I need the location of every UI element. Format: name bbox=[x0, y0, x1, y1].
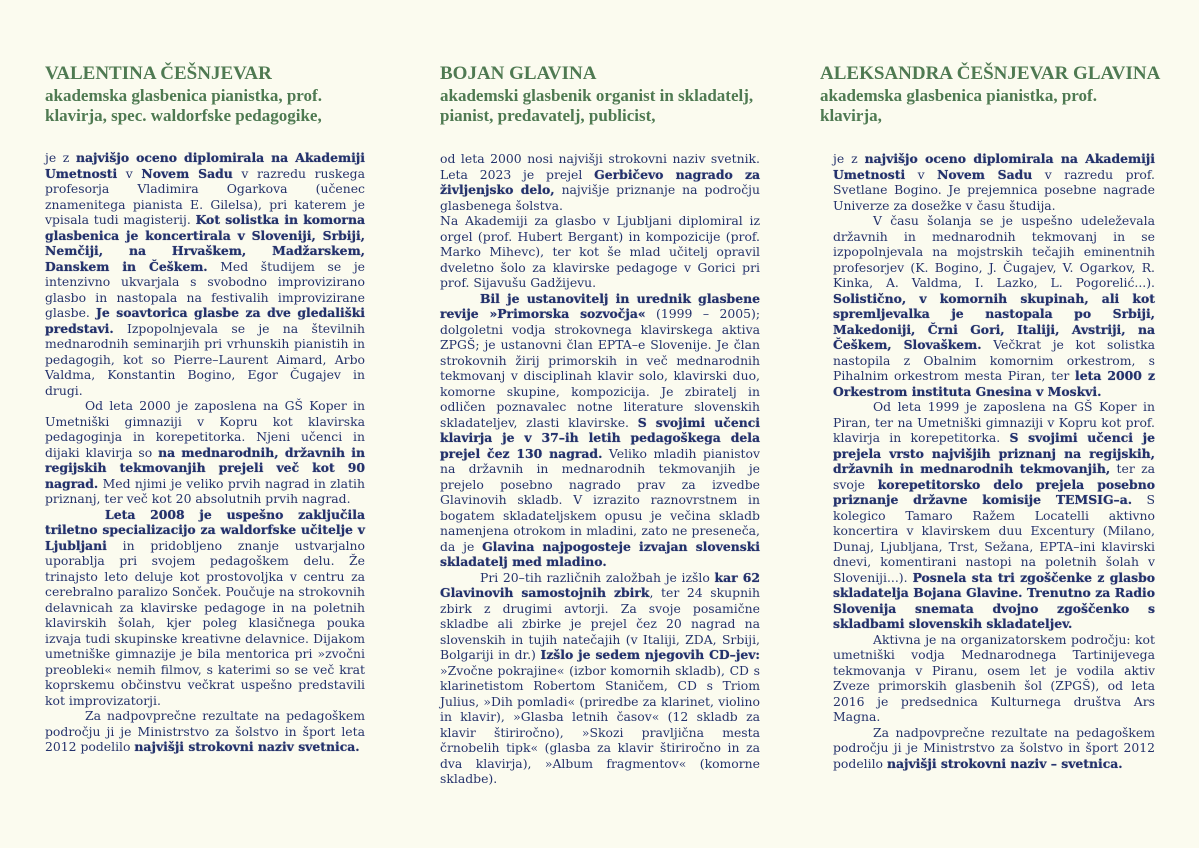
biography-aleksandra bbox=[833, 151, 1155, 771]
bold-text-run: najvišji strokovni naziv svetnica. bbox=[134, 739, 360, 754]
bold-text-run: S svojimi učenci klavirja je v 37–ih letih pedagoškega dela prejel čez 130 nagrad. bbox=[440, 414, 760, 461]
text-run: ter za svoje bbox=[833, 461, 1156, 492]
column-header-aleksandra bbox=[820, 62, 1161, 126]
person-name: ALEKSANDRA ČEŠNJEVAR GLAVINA bbox=[820, 63, 1161, 84]
text-run: Aktivna je na organizatorskem področju: kot umetniški vodja Mednarodnega Tartinijevega tekmovanja v Piranu, osem let je vodila aktiv Zveze primorskih glasbenih šol (ZPGŠ), od leta 2016 je predsednica Kulturnega društva Ars Magna. bbox=[833, 631, 1155, 724]
text-run: je z bbox=[833, 151, 865, 166]
bio-paragraph bbox=[45, 507, 365, 709]
text-run: v razredu ruskega profesorja Vladimira Ogarkova (učenec znamenitega pianista E. Gilelsa), pri katerem je vpisala tudi magisterij. bbox=[45, 165, 365, 227]
bold-text-run: Novem Sadu bbox=[937, 166, 1033, 182]
text-run: , ter 24 skupnih zbirk z drugimi avtorji. Za svoje posamične skladbe ali zbirke je prejel čez 20 nagrad na slovenskih in tujih natečajih (v Italiji, ZDA, Srbiji, Bolgariji in dr.) bbox=[440, 585, 760, 662]
bold-text-run: Posnela sta tri zgoščenke z glasbo skladatelja Bojana Glavine. Trenutno za Radio Slovenija snemata dvojno zgoščenko s skladbami slovenskih skladateljev. bbox=[833, 569, 1155, 631]
bio-paragraph bbox=[45, 150, 365, 398]
text-run: v bbox=[117, 165, 142, 181]
person-title: akademska glasbenica pianistka, prof. klavirja, spec. waldorfske pedagogike, bbox=[45, 86, 322, 125]
text-run: je z bbox=[45, 150, 76, 165]
bio-paragraph bbox=[833, 213, 1155, 399]
bold-text-run: Je soavtorica glasbe za dve gledališki predstavi. bbox=[45, 305, 365, 336]
bio-paragraph bbox=[440, 151, 760, 213]
text-run: Med njimi je veliko prvih nagrad in zlatih priznanj, ter več kot 20 absolutnih prvih nagrad. bbox=[45, 475, 365, 506]
bold-text-run: Novem Sadu bbox=[141, 165, 233, 181]
text-run: in pridobljeno znanje ustvarjalno uporablja pri svojem pedagoškem delu. Že trinajsto leto deluje kot prostovoljka v centru za cerebralno paralizo Sonček. Poučuje na strokovnih delavnicah za klavirske pedagoge in na poletnih klavirskih šolah, kjer poleg klasičnega pouka izvaja tudi skupinske kreativne delavnice. Dijakom umetniške gimnazije je bila mentorica pri »zvočni preobleki« nemih filmov, s katerimi so se več krat koprskemu občinstvu večkrat uspešno predstavili kot improvizatorji. bbox=[45, 537, 365, 708]
text-run: V času šolanja se je uspešno udeleževala državnih in mednarodnih tekmovanj in se izpopolnjevala na mojstrskih tečajih eminentnih profesorjev (K. Bogino, J. Čugajev, V. Ogarkov, R. Kinka, A. Valdma, I. Lazko, L. Pogorelić...). bbox=[833, 213, 1155, 290]
bio-paragraph bbox=[440, 291, 760, 570]
text-run: S kolegico Tamaro Ražem Locatelli aktivno koncertira v klavirskem duu Excentury (Milano, Dunaj, Ljubljana, Trst, Sežana, EPTA–ini klavirski dnevi, komentirani nastopi na poletnih šolah v Sloveniji...). bbox=[833, 492, 1155, 585]
biography-valentina bbox=[45, 150, 365, 755]
text-run: Večkrat je kot solistka nastopila z Obalnim komornim orkestrom, s Pihalnim orkestrom mesta Piran, ter bbox=[833, 337, 1155, 383]
bio-paragraph bbox=[833, 632, 1155, 725]
bold-text-run: najvišjo oceno diplomirala na Akademiji Umetnosti bbox=[45, 150, 365, 181]
bio-paragraph bbox=[45, 398, 365, 507]
column-header-valentina bbox=[45, 62, 365, 126]
bold-text-run: Glavina najpogosteje izvajan slovenski skladatelj med mladino. bbox=[440, 538, 760, 569]
bio-paragraph bbox=[833, 399, 1155, 632]
bold-text-run: na mednarodnih, državnih in regijskih tekmovanjih prejeli več kot 90 nagrad. bbox=[45, 444, 365, 491]
bold-text-run: Kot solistka in komorna glasbenica je koncertirala v Sloveniji, Srbiji, Nemčiji, na Hrvaškem, Madžarskem, Danskem in Češkem. bbox=[45, 212, 365, 274]
bold-text-run: Solistično, v komornih skupinah, ali kot spremljevalka je nastopala po Srbiji, Makedoniji, Črni Gori, Italiji, Avstriji, na Češkem, Slovaškem. bbox=[833, 290, 1155, 352]
text-run: Za nadpovprečne rezultate na pedagoškem področju ji je Ministrstvo za šolstvo in šport 2012 podelilo bbox=[833, 724, 1155, 771]
bio-paragraph bbox=[440, 570, 760, 787]
bold-text-run: kar 62 Glavinovih samostojnih zbirk bbox=[440, 569, 760, 600]
bold-text-run: najvišji strokovni naziv – svetnica. bbox=[886, 755, 1123, 771]
text-run: Na Akademiji za glasbo v Ljubljani diplomiral iz orgel (prof. Hubert Bergant) in kompozicije (prof. Marko Mihevc), ter kot še mlad učitelj opravil dveletno šolo za klavirske pedagoge v Gorici pri prof. Sijavušu Gadžijevu. bbox=[440, 213, 760, 290]
person-title: akademska glasbenica pianistka, prof. klavirja, bbox=[820, 86, 1097, 125]
bold-text-run: S svojimi učenci je prejela vrsto najvišjih priznanj na regijskih, državnih in mednarodnih tekmovanjih, bbox=[833, 430, 1156, 476]
bio-paragraph bbox=[833, 151, 1155, 213]
text-run: Od leta 1999 je zaposlena na GŠ Koper in Piran, ter na Umetniški gimnaziji v Kopru kot prof. klavirja in korepetitorka. bbox=[833, 399, 1155, 445]
biography-bojan bbox=[440, 151, 760, 787]
text-run: (1999 – 2005); dolgoletni vodja strokovnega klavirskega aktiva ZPGŠ; je ustanovni član EPTA–e Slovenije. Je član strokovnih žirij primorskih in več mednarodnih tekmovanj v disciplinah klavir solo, klavirski duo, komorne skupine, kompozicija. Je zbiratelj in odličen poznavalec notne literature slovenskih skladateljev, zlasti klavirske. bbox=[440, 306, 760, 430]
bold-text-run: leta 2000 z Orkestrom instituta Gnesina v Moskvi. bbox=[833, 368, 1155, 399]
text-run: Med študijem se je intenzivno ukvarjala s svobodno improvizirano glasbo in nastopala na festivalih improvizirane glasbe. bbox=[45, 258, 365, 320]
bio-paragraph bbox=[45, 708, 365, 755]
bold-text-run: Bil je ustanovitelj in urednik glasbene revije »Primorska sozvočja« bbox=[440, 290, 760, 321]
text-run: od leta 2000 nosi najvišji strokovni naziv svetnik. Leta 2023 je prejel bbox=[440, 151, 760, 182]
bold-text-run: najvišjo oceno diplomirala na Akademiji Umetnosti bbox=[833, 151, 1155, 182]
text-run: Pri 20–tih različnih založbah je izšlo bbox=[480, 569, 715, 585]
text-run: Veliko mladih pianistov na državnih in mednarodnih tekmovanjih je prejelo posebno nagrado prav za izvedbe Glavinovih skladb. V izrazito raznovrstnem in bogatem skladateljskem opusu je večina skladb namenjena otrokom in mladini, zato ne preseneča, da je bbox=[440, 445, 760, 554]
bold-text-run: korepetitorsko delo prejela posebno priznanje državne komisije TEMSIG–a. bbox=[833, 476, 1155, 507]
text-run: v razredu prof. Svetlane Bogino. Je prejemnica posebne nagrade Univerze za dosežke v času študija. bbox=[833, 166, 1155, 213]
person-name: VALENTINA ČEŠNJEVAR bbox=[45, 63, 272, 84]
text-run: najvišje priznanje na področju glasbenega šolstva. bbox=[440, 182, 760, 213]
bio-paragraph bbox=[440, 213, 760, 291]
bold-text-run: Gerbičevo nagrado za življenjsko delo, bbox=[440, 166, 761, 197]
bold-text-run: Leta 2008 je uspešno zaključila triletno specializacijo za waldorfske učitelje v Ljubljani bbox=[45, 506, 365, 553]
bold-text-run: Izšlo je sedem njegovih CD–jev: bbox=[540, 647, 761, 662]
text-run: Za nadpovprečne rezultate na pedagoškem področju ji je Ministrstvo za šolstvo in šport leta 2012 podelilo bbox=[45, 708, 365, 754]
text-run: Izpopolnjevala se je na številnih mednarodnih seminarjih pri vrhunskih pianistih in pedagogih, kot so Pierre–Laurent Aimard, Arbo Valdma, Konstantin Bogino, Egor Čugajev in drugi. bbox=[45, 320, 365, 398]
person-title: akademski glasbenik organist in skladatelj, pianist, predavatelj, publicist, bbox=[440, 86, 754, 125]
bio-paragraph bbox=[833, 725, 1155, 772]
text-run: v bbox=[905, 166, 938, 182]
text-run: Od leta 2000 je zaposlena na GŠ Koper in Umetniški gimnaziji v Kopru kot klavirska pedagoginja in korepetitorka. Njeni učenci in dijaki klavirja so bbox=[45, 398, 365, 460]
text-run: »Zvočne pokrajine« (izbor komornih skladb), CD s klarinetistom Robertom Staničem, CD s Triom Julius, »Dih pomladi« (priredbe za klarinet, violino in klavir), »Glasba letnih časov« (12 skladb za klavir štiriročno), »Skozi pravljična mesta črnobelih tipk« (glasba za klavir štiriročno in za dva klavirja), »Album fragmentov« (komorne skladbe). bbox=[440, 662, 760, 786]
person-name: BOJAN GLAVINA bbox=[440, 63, 597, 84]
column-header-bojan bbox=[440, 62, 760, 126]
